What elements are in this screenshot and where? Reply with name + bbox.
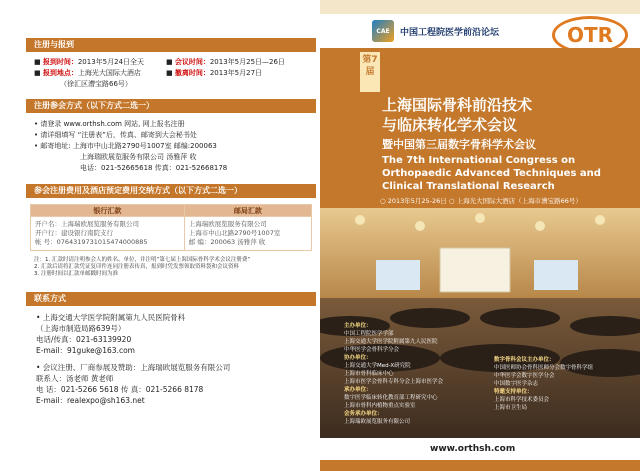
col-bank-header: 银行汇款 — [31, 205, 185, 217]
method-line: 电话：021-52665618 传真：021-52668178 — [80, 164, 228, 172]
payment-table — [30, 204, 312, 251]
sponsor-col-1: 主办单位： 中国工程院医学学部 上海交通大学医学院附属第九人民医院 中华医学会骨科学分会 协办单位： 上海交通大学Med-X研究院 上海市骨科临床中心 上海市医学会骨科专科分会上海市医学会 承办单位： 数字医学临床转化教育部工程研究中心 上海市骨科内植物重点实验室 会务承办单位： 上海瑞欧展览服务有限公司 — [344, 323, 444, 425]
contact-line: E-mail：91guke@163.com — [36, 346, 135, 355]
reg-item: ■ 报到地点：上海光大国际大酒店 — [34, 69, 141, 77]
bank-cell: 开户名：上海瑞欧展览服务有限公司 开户行：建设银行南院支行 帐 号：0764319731015474000885 — [31, 217, 185, 251]
post-cell: 上海瑞欧展览服务有限公司 上海市中山北路2790号1007室 邮 编：200063 汤雅萍 收 — [184, 217, 311, 251]
edition-badge: 第7届 — [360, 52, 380, 92]
contact-line: 电话/传真：021-63139920 — [36, 335, 132, 344]
payment-notes: 注：1. 汇款时请注明参会人的姓名、单位，并注明“第七届上海国际骨科学术会议注册费” 2. 汇款后请将汇款凭证复印件连同注册表传真，报到时凭发票领取资料袋和会议资料 3. 注册时间以汇款单邮戳时间为准 — [34, 257, 251, 277]
method-line: • 请登录 www.orthsh.com 网站, 网上报名注册 — [34, 120, 185, 128]
org-name: 中国工程院医学前沿论坛 — [400, 28, 500, 38]
registration-grid — [26, 58, 316, 89]
cae-logo-icon: CAE — [372, 20, 394, 42]
title-line-2: 与临床转化学术会议 — [382, 116, 518, 134]
info-panel — [26, 38, 316, 458]
contact-line: 联系人：汤老师 黄老师 — [36, 374, 114, 383]
contact-line: • 上海交通大学医学院附属第九人民医院骨科 — [36, 313, 186, 322]
header-row — [320, 14, 640, 48]
method-list — [26, 119, 316, 174]
method-line: • 邮寄地址: 上海市中山北路2790号1007室 邮编:200063 — [34, 142, 217, 150]
footer — [320, 438, 640, 471]
cover-panel — [320, 0, 640, 471]
reg-address-note: （徐汇区漕宝路66号） — [60, 80, 132, 88]
otr-logo: OTR — [552, 16, 628, 54]
title-line-1: 上海国际骨科前沿技术 — [382, 96, 533, 114]
contact-line: （上海市制造局路639号） — [36, 324, 126, 333]
contact-line: E-mail：realexpo@sh163.net — [36, 396, 145, 405]
footer-url[interactable]: www.orthsh.com — [430, 444, 516, 454]
footer-band — [320, 460, 640, 471]
registration-heading: 注册与报到 — [26, 38, 316, 52]
method-line: • 请详细填写 “注册表”后，传真、邮寄到大会秘书处 — [34, 131, 197, 139]
col-post-header: 邮局汇款 — [184, 205, 311, 217]
contact-line: • 会议注册、厂商参展及赞助：上海瑞欧展览服务有限公司 — [36, 363, 231, 372]
sponsor-col-2: 数字骨科会议主办单位： 中国医师协会骨科医师分会数字骨科学组 中华医学会数字医学分会 中国数字医学杂志 特邀支持单位： 上海市科学技术委员会 上海市卫生局 — [494, 357, 594, 411]
date-place: ○ 2013年5月25-26日 ○ 上海光大国际大酒店（上海市漕宝路66号） — [380, 197, 582, 205]
contact-list — [26, 312, 316, 406]
method-line: 上海瑞欧展览服务有限公司 汤雅萍 收 — [80, 153, 197, 161]
reg-item: ■ 报到时间：2013年5月24日全天 — [34, 58, 145, 66]
reg-item: ■ 撤离时间：2013年5月27日 — [166, 69, 263, 77]
title-line-3: 暨中国第三届数字骨科学术会议 — [382, 138, 536, 151]
method-heading: 注册参会方式（以下方式二选一） — [26, 99, 316, 113]
english-title: The 7th International Congress on Orthopaedic Advanced Techniques and Clinical Translational Research — [382, 155, 601, 192]
payment-heading: 参会注册费用及酒店预定费用交纳方式（以下方式二选一） — [26, 184, 316, 198]
contact-line: 电 话：021-5266 5618 传 真：021-5266 8178 — [36, 385, 204, 394]
reg-item: ■ 会议时间：2013年5月25日—26日 — [166, 58, 285, 66]
top-strip — [320, 0, 640, 14]
contact-heading: 联系方式 — [26, 292, 316, 306]
